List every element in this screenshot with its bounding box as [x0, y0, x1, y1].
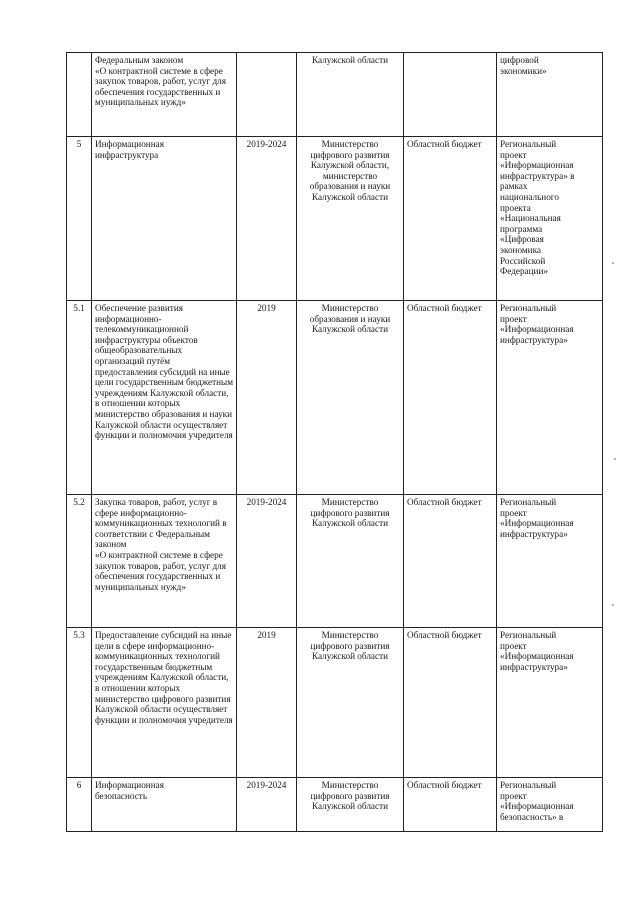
funding-source: Областной бюджет	[404, 495, 497, 628]
measure-name: Предоставление субсидий на иные цели в сфере информационно- коммуникационных технологий государственным бюджетным учреждениям Калужской области, в отношении которых министерство цифрового развития Калужской области осуществляет функции и полномочия учредителя	[92, 628, 237, 778]
executor: Калужской области	[297, 53, 404, 137]
executor: Министерство цифрового развития Калужской области	[297, 778, 404, 832]
funding-source: Областной бюджет	[404, 778, 497, 832]
program-table	[66, 52, 603, 832]
measure-name: Информационная инфраструктура	[92, 137, 237, 301]
measure-name: Обеспечение развития информационно- телекоммуникационной инфраструктуры объектов общеобразовательных организаций путём предоставления субсидий на иные цели государственным бюджетным учреждениям Калужской области, в отношении которых министерство образования и науки Калужской области осуществляет функции и полномочия учредителя	[92, 301, 237, 495]
measure-name: Закупка товаров, работ, услуг в сфере информационно- коммуникационных технологий в соответствии с Федеральным законом «О контрактной системе в сфере закупок товаров, работ, услуг для обеспечения государственных и муниципальных нужд»	[92, 495, 237, 628]
executor: Министерство цифрового развития Калужской области	[297, 495, 404, 628]
table-row	[67, 137, 603, 301]
executor: Министерство образования и науки Калужской области	[297, 301, 404, 495]
funding-source: Областной бюджет	[404, 628, 497, 778]
implementation-years	[237, 53, 297, 137]
measure-name: Федеральным законом «О контрактной системе в сфере закупок товаров, работ, услуг для обеспечения государственных и муниципальных нужд»	[92, 53, 237, 137]
scan-speck	[614, 458, 616, 460]
row-number: 5.1	[67, 301, 92, 495]
table-row	[67, 628, 603, 778]
executor: Министерство цифрового развития Калужской области	[297, 628, 404, 778]
row-number: 5	[67, 137, 92, 301]
row-number	[67, 53, 92, 137]
scan-speck	[612, 604, 614, 606]
row-number: 5.2	[67, 495, 92, 628]
related-project: Региональный проект «Информационная инфраструктура»	[497, 495, 603, 628]
implementation-years: 2019	[237, 628, 297, 778]
related-project: Региональный проект «Информационная инфраструктура»	[497, 301, 603, 495]
related-project: Региональный проект «Информационная инфраструктура» в рамках национального проекта «Национальная программа «Цифровая экономика Российской Федерации»	[497, 137, 603, 301]
implementation-years: 2019-2024	[237, 778, 297, 832]
scan-speck	[612, 262, 614, 264]
table-row	[67, 495, 603, 628]
measure-name: Информационная безопасность	[92, 778, 237, 832]
funding-source: Областной бюджет	[404, 137, 497, 301]
table-row	[67, 53, 603, 137]
funding-source	[404, 53, 497, 137]
executor: Министерство цифрового развития Калужской области, министерство образования и науки Калужской области	[297, 137, 404, 301]
row-number: 6	[67, 778, 92, 832]
table-row	[67, 301, 603, 495]
implementation-years: 2019	[237, 301, 297, 495]
funding-source: Областной бюджет	[404, 301, 497, 495]
implementation-years: 2019-2024	[237, 495, 297, 628]
table-row	[67, 778, 603, 832]
related-project: цифровой экономики»	[497, 53, 603, 137]
related-project: Региональный проект «Информационная инфраструктура»	[497, 628, 603, 778]
row-number: 5.3	[67, 628, 92, 778]
implementation-years: 2019-2024	[237, 137, 297, 301]
related-project: Региональный проект «Информационная безопасность» в	[497, 778, 603, 832]
